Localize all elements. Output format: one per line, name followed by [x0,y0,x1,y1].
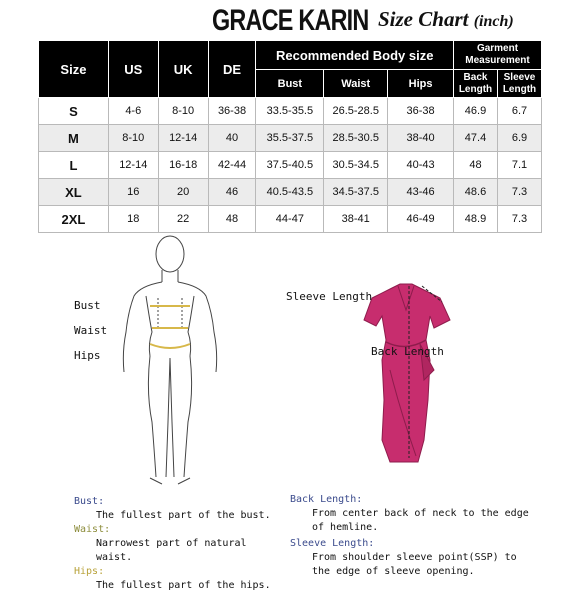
header-sleeve-length: Sleeve Length [497,70,541,98]
cell-bust: 44-47 [256,206,324,233]
cell-uk: 8-10 [158,98,208,125]
header-waist: Waist [324,70,388,98]
header-hips: Hips [388,70,454,98]
cell-size: S [39,98,109,125]
table-row [39,152,542,179]
def-sleeve-term: Sleeve Length: [290,538,375,549]
cell-sleeve-length: 6.7 [497,98,541,125]
body-label-hips: Hips [74,349,101,362]
cell-hips: 43-46 [388,179,454,206]
def-back-term: Back Length: [290,494,363,505]
body-label-waist: Waist [74,324,108,337]
dress-label-back: Back Length [371,345,444,358]
def-hips-term: Hips: [74,566,105,577]
table-row [39,179,542,206]
cell-de: 48 [208,206,256,233]
chart-title [378,7,514,32]
cell-us: 12-14 [108,152,158,179]
def-back-text-2: of hemline. [312,522,379,533]
cell-us: 4-6 [108,98,158,125]
body-figure-illustration [100,232,240,492]
def-back-text-1: From center back of neck to the edge [312,508,529,519]
cell-bust: 37.5-40.5 [256,152,324,179]
header-bust: Bust [256,70,324,98]
cell-hips: 38-40 [388,125,454,152]
cell-de: 42-44 [208,152,256,179]
cell-size: XL [39,179,109,206]
cell-waist: 30.5-34.5 [324,152,388,179]
cell-uk: 22 [158,206,208,233]
def-bust-term: Bust: [74,496,105,507]
brand-logo: GRACE KARIN [212,4,369,37]
cell-us: 18 [108,206,158,233]
cell-de: 36-38 [208,98,256,125]
table-row [39,206,542,233]
cell-waist: 28.5-30.5 [324,125,388,152]
cell-sleeve-length: 7.3 [497,179,541,206]
cell-back-length: 48.9 [454,206,498,233]
header-us: US [108,41,158,98]
dress-label-sleeve: Sleeve Length [286,290,373,303]
cell-hips: 46-49 [388,206,454,233]
cell-uk: 20 [158,179,208,206]
header-back-length: Back Length [454,70,498,98]
cell-bust: 35.5-37.5 [256,125,324,152]
cell-bust: 33.5-35.5 [256,98,324,125]
cell-bust: 40.5-43.5 [256,179,324,206]
cell-us: 8-10 [108,125,158,152]
cell-back-length: 47.4 [454,125,498,152]
header-de: DE [208,41,256,98]
cell-uk: 16-18 [158,152,208,179]
table-row [39,98,542,125]
cell-sleeve-length: 7.3 [497,206,541,233]
cell-waist: 34.5-37.5 [324,179,388,206]
cell-us: 16 [108,179,158,206]
header-uk: UK [158,41,208,98]
def-bust-text: The fullest part of the bust. [96,510,271,521]
cell-sleeve-length: 6.9 [497,125,541,152]
dress-illustration [360,280,460,465]
cell-waist: 26.5-28.5 [324,98,388,125]
cell-size: M [39,125,109,152]
chart-unit: (inch) [473,13,514,30]
cell-back-length: 46.9 [454,98,498,125]
header-body-size: Recommended Body size [256,41,454,70]
size-table [38,40,542,233]
def-sleeve-text-2: the edge of sleeve opening. [312,566,475,577]
cell-back-length: 48.6 [454,179,498,206]
garment-definitions [290,493,575,579]
hips-line [150,344,190,348]
body-definitions [74,495,284,593]
def-waist-text: Narrowest part of natural waist. [96,538,247,563]
header-size: Size [39,41,109,98]
cell-waist: 38-41 [324,206,388,233]
cell-de: 40 [208,125,256,152]
cell-size: 2XL [39,206,109,233]
chart-title-text: Size Chart [378,7,469,31]
header-garment: Garment Measurement [454,41,542,70]
table-row [39,125,542,152]
def-waist-term: Waist: [74,524,111,535]
cell-de: 46 [208,179,256,206]
cell-hips: 40-43 [388,152,454,179]
def-sleeve-text-1: From shoulder sleeve point(SSP) to [312,552,517,563]
cell-sleeve-length: 7.1 [497,152,541,179]
cell-back-length: 48 [454,152,498,179]
def-hips-text: The fullest part of the hips. [96,580,271,591]
body-label-bust: Bust [74,299,101,312]
cell-uk: 12-14 [158,125,208,152]
cell-hips: 36-38 [388,98,454,125]
cell-size: L [39,152,109,179]
